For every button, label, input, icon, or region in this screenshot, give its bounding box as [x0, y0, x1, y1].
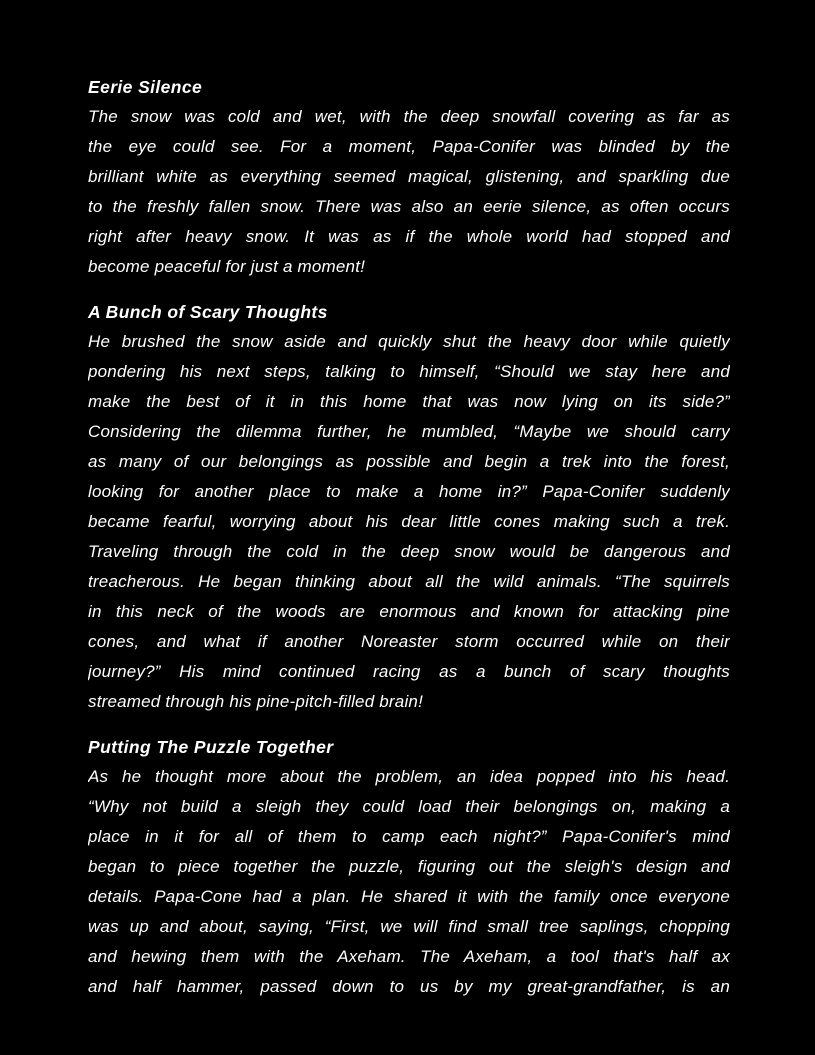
text-line: treacherous. He began thinking about all the wild animals. “The squirrels: [88, 572, 730, 591]
section-heading: A Bunch of Scary Thoughts: [88, 302, 328, 322]
text-line: details. Papa-Cone had a plan. He shared it with the family once everyone: [88, 887, 730, 906]
text-line: cones, and what if another Noreaster storm occurred while on their: [88, 632, 730, 651]
text-line: place in it for all of them to camp each night?” Papa-Conifer's mind: [88, 827, 730, 846]
text-line: Considering the dilemma further, he mumbled, “Maybe we should carry: [88, 422, 730, 441]
text-line: become peaceful for just a moment!: [88, 257, 366, 276]
text-line: streamed through his pine-pitch-filled brain!: [88, 692, 424, 711]
text-line: The snow was cold and wet, with the deep snowfall covering as far as: [88, 107, 730, 126]
story-section: [88, 297, 730, 717]
text-line: Traveling through the cold in the deep snow would be dangerous and: [88, 542, 730, 561]
text-line: make the best of it in this home that was now lying on its side?”: [88, 392, 730, 411]
text-line: brilliant white as everything seemed magical, glistening, and sparkling due: [88, 167, 730, 186]
story-section: [88, 732, 730, 1002]
text-line: As he thought more about the problem, an idea popped into his head.: [88, 767, 730, 786]
text-line: became fearful, worrying about his dear little cones making such a trek.: [88, 512, 730, 531]
text-line: was up and about, saying, “First, we will find small tree saplings, chopping: [88, 917, 730, 936]
section-heading: Eerie Silence: [88, 77, 203, 97]
text-line: and half hammer, passed down to us by my great-grandfather, is an: [88, 977, 730, 996]
text-line: the eye could see. For a moment, Papa-Conifer was blinded by the: [88, 137, 730, 156]
story-section: [88, 72, 730, 282]
text-line: in this neck of the woods are enormous and known for attacking pine: [88, 602, 730, 621]
text-line: He brushed the snow aside and quickly shut the heavy door while quietly: [88, 332, 730, 351]
text-line: began to piece together the puzzle, figuring out the sleigh's design and: [88, 857, 730, 876]
text-line: to the freshly fallen snow. There was also an eerie silence, as often occurs: [88, 197, 730, 216]
text-line: right after heavy snow. It was as if the whole world had stopped and: [88, 227, 730, 246]
text-line: and hewing them with the Axeham. The Axeham, a tool that's half ax: [88, 947, 730, 966]
text-line: journey?” His mind continued racing as a bunch of scary thoughts: [88, 662, 730, 681]
text-line: “Why not build a sleigh they could load their belongings on, making a: [88, 797, 730, 816]
section-heading: Putting The Puzzle Together: [88, 737, 334, 757]
text-line: looking for another place to make a home in?” Papa-Conifer suddenly: [88, 482, 730, 501]
text-line: as many of our belongings as possible and begin a trek into the forest,: [88, 452, 730, 471]
text-line: pondering his next steps, talking to himself, “Should we stay here and: [88, 362, 730, 381]
